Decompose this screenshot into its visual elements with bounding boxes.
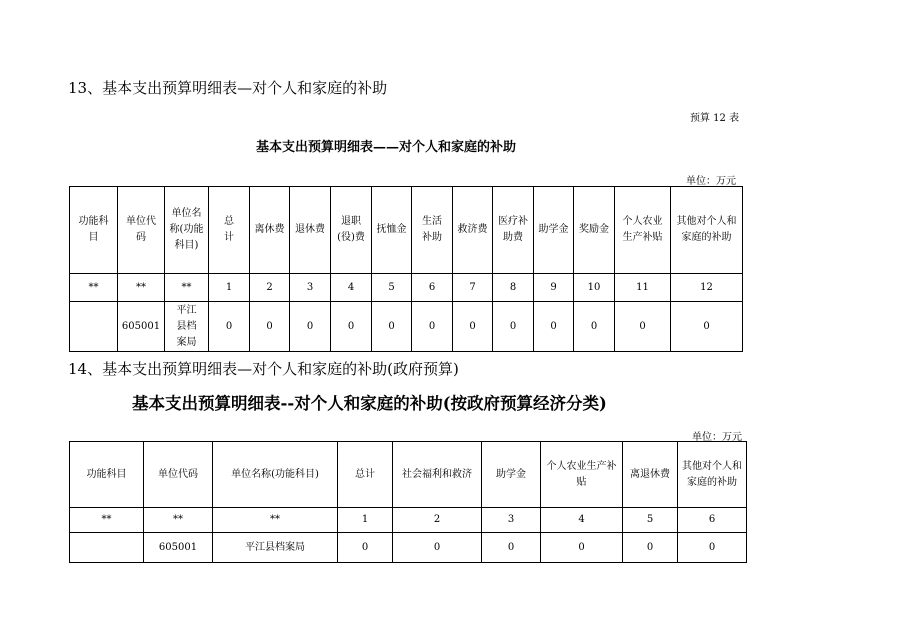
index-cell: 10 (574, 274, 615, 302)
index-cell: ** (213, 508, 338, 533)
header-cell: 离退休费 (623, 442, 678, 508)
data-cell: 0 (250, 302, 290, 352)
index-cell: 12 (671, 274, 743, 302)
header-cell: 个人农业生产补贴 (615, 187, 671, 274)
index-cell: ** (144, 508, 213, 533)
index-cell: 4 (541, 508, 623, 533)
header-cell: 其他对个人和家庭的补助 (671, 187, 743, 274)
index-cell: ** (165, 274, 209, 302)
data-cell: 0 (482, 533, 541, 563)
header-cell: 其他对个人和家庭的补助 (678, 442, 747, 508)
data-cell: 0 (615, 302, 671, 352)
data-cell (70, 302, 118, 352)
data-cell: 0 (412, 302, 453, 352)
header-cell: 助学金 (534, 187, 574, 274)
index-cell: 2 (250, 274, 290, 302)
header-cell: 救济费 (453, 187, 493, 274)
header-cell: 退职(役)费 (331, 187, 372, 274)
section-14-heading: 14、基本支出预算明细表—对个人和家庭的补助(政府预算) (68, 360, 459, 378)
data-cell: 0 (623, 533, 678, 563)
index-cell: 11 (615, 274, 671, 302)
header-cell: 抚恤金 (372, 187, 412, 274)
data-cell: 0 (678, 533, 747, 563)
data-cell: 0 (372, 302, 412, 352)
table-number-label: 预算 12 表 (690, 113, 740, 124)
index-cell: ** (70, 508, 144, 533)
data-cell: 0 (393, 533, 482, 563)
table-13-title: 基本支出预算明细表——对个人和家庭的补助 (256, 140, 517, 155)
header-cell: 离休费 (250, 187, 290, 274)
table-13 (69, 186, 743, 352)
table-14 (69, 441, 747, 563)
table-14-header-row (70, 442, 747, 508)
index-cell: 6 (412, 274, 453, 302)
header-cell: 奖励金 (574, 187, 615, 274)
index-cell: 5 (372, 274, 412, 302)
header-cell: 单位代码 (144, 442, 213, 508)
index-cell: 3 (290, 274, 331, 302)
index-cell: 2 (393, 508, 482, 533)
header-cell: 单位名称(功能科目) (213, 442, 338, 508)
index-cell: 5 (623, 508, 678, 533)
data-cell: 0 (671, 302, 743, 352)
table-13-data-row (70, 302, 743, 352)
index-cell: 8 (493, 274, 534, 302)
index-cell: 1 (338, 508, 393, 533)
section-13-heading: 13、基本支出预算明细表—对个人和家庭的补助 (68, 79, 388, 97)
table-13-header-row (70, 187, 743, 274)
table-13-index-row (70, 274, 743, 302)
header-cell: 助学金 (482, 442, 541, 508)
header-cell: 功能科目 (70, 442, 144, 508)
index-cell: 7 (453, 274, 493, 302)
table-14-unit: 单位：万元 (692, 432, 742, 443)
header-cell: 个人农业生产补贴 (541, 442, 623, 508)
index-cell: 9 (534, 274, 574, 302)
data-cell: 605001 (118, 302, 165, 352)
header-cell: 总计 (209, 187, 250, 274)
data-cell: 0 (574, 302, 615, 352)
data-cell: 0 (534, 302, 574, 352)
header-cell: 总计 (338, 442, 393, 508)
header-cell: 医疗补助费 (493, 187, 534, 274)
header-cell: 功能科目 (70, 187, 118, 274)
index-cell: 6 (678, 508, 747, 533)
index-cell: ** (118, 274, 165, 302)
data-cell: 平江县档案局 (165, 302, 209, 352)
table-14-index-row (70, 508, 747, 533)
data-cell (70, 533, 144, 563)
data-cell: 0 (338, 533, 393, 563)
data-cell: 0 (331, 302, 372, 352)
index-cell: 4 (331, 274, 372, 302)
data-cell: 0 (209, 302, 250, 352)
data-cell: 0 (453, 302, 493, 352)
data-cell: 0 (493, 302, 534, 352)
header-cell: 社会福利和救济 (393, 442, 482, 508)
index-cell: ** (70, 274, 118, 302)
table-14-data-row (70, 533, 747, 563)
index-cell: 3 (482, 508, 541, 533)
table-14-title: 基本支出预算明细表--对个人和家庭的补助(按政府预算经济分类) (132, 394, 607, 413)
index-cell: 1 (209, 274, 250, 302)
data-cell: 605001 (144, 533, 213, 563)
header-cell: 单位名称(功能科目) (165, 187, 209, 274)
header-cell: 单位代码 (118, 187, 165, 274)
header-cell: 生活补助 (412, 187, 453, 274)
data-cell: 平江县档案局 (213, 533, 338, 563)
data-cell: 0 (541, 533, 623, 563)
data-cell: 0 (290, 302, 331, 352)
table-13-unit: 单位：万元 (686, 176, 736, 187)
header-cell: 退休费 (290, 187, 331, 274)
